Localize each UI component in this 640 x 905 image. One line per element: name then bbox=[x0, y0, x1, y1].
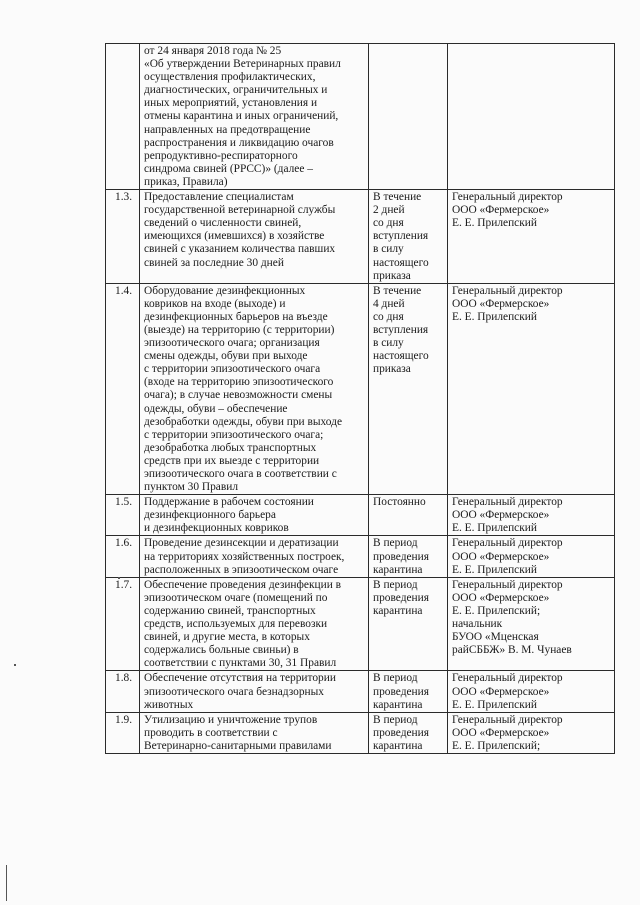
action-cell bbox=[140, 577, 369, 671]
term-cell bbox=[369, 190, 448, 284]
action-line: Ветеринарно-санитарными правилами bbox=[144, 739, 332, 752]
action-line: содержались больные свиньи) в bbox=[144, 644, 299, 657]
term-cell bbox=[369, 712, 448, 753]
action-line: пунктом 30 Правил bbox=[144, 481, 239, 494]
responsible-line: Е. Е. Прилепский bbox=[452, 563, 537, 576]
item-number: 1.4. bbox=[106, 283, 140, 495]
responsible-cell bbox=[448, 283, 615, 495]
responsible-line: ООО «Фермерское» bbox=[452, 550, 550, 563]
responsible-line: Генеральный директор bbox=[452, 284, 563, 297]
action-line: Утилизацию и уничтожение трупов bbox=[144, 713, 318, 726]
term-line: настоящего bbox=[373, 256, 429, 269]
action-line: «Об утверждении Ветеринарных правил bbox=[144, 58, 341, 71]
responsible-cell bbox=[448, 577, 615, 671]
table-row bbox=[106, 671, 615, 712]
action-line: осуществления профилактических, bbox=[144, 71, 316, 84]
action-line: одежды, обуви – обеспечение bbox=[144, 402, 288, 415]
responsible-line: Генеральный директор bbox=[452, 191, 563, 204]
responsible-cell bbox=[448, 536, 615, 577]
responsible-line: ООО «Фермерское» bbox=[452, 204, 550, 217]
action-line: и дезинфекционных ковриков bbox=[144, 522, 289, 535]
term-line: со дня bbox=[373, 310, 404, 323]
responsible-line: Е. Е. Прилепский bbox=[452, 217, 537, 230]
action-line: государственной ветеринарной службы bbox=[144, 204, 336, 217]
term-line: Постоянно bbox=[373, 496, 426, 509]
action-line: (выезде) на территорию (с территории) bbox=[144, 323, 335, 336]
action-cell bbox=[140, 536, 369, 577]
term-cell bbox=[369, 577, 448, 671]
term-line: В период bbox=[373, 578, 418, 591]
action-line: синдрома свиней (PPCC)» (далее – bbox=[144, 162, 313, 175]
term-cell bbox=[369, 536, 448, 577]
action-line: дезинфекционного барьера bbox=[144, 509, 276, 522]
action-line: эпизоотического очага в соответствии с bbox=[144, 468, 337, 480]
responsible-line: Генеральный директор bbox=[452, 672, 563, 685]
action-line: свиней за последние 30 дней bbox=[144, 256, 284, 269]
term-line: вступления bbox=[373, 323, 429, 336]
term-line: 2 дней bbox=[373, 204, 405, 217]
action-line: расположенных в эпизоотическом очаге bbox=[144, 563, 339, 576]
action-line: приказ, Правила) bbox=[144, 175, 228, 188]
action-line: Предоставление специалистам bbox=[144, 191, 294, 204]
item-number: 1.5. bbox=[106, 495, 140, 536]
term-line: настоящего bbox=[373, 350, 429, 363]
action-line: от 24 января 2018 года № 25 bbox=[144, 45, 282, 57]
scan-speck bbox=[14, 664, 16, 666]
action-line: направленных на предотвращение bbox=[144, 123, 311, 136]
action-line: эпизоотического очага; организация bbox=[144, 337, 320, 350]
term-line: приказа bbox=[373, 269, 411, 282]
table-row bbox=[106, 577, 615, 671]
table-row bbox=[106, 44, 615, 190]
responsible-line: ООО «Фермерское» bbox=[452, 726, 550, 739]
action-line: Обеспечение отсутствия на территории bbox=[144, 672, 336, 685]
action-line: дезобработка любых транспортных bbox=[144, 441, 317, 454]
scan-speck bbox=[118, 577, 120, 579]
responsible-line: ООО «Фермерское» bbox=[452, 297, 550, 310]
term-line: 4 дней bbox=[373, 297, 405, 310]
responsible-line: Е. Е. Прилепский; bbox=[452, 604, 541, 617]
item-number bbox=[106, 44, 140, 190]
responsible-cell bbox=[448, 712, 615, 753]
term-line: карантина bbox=[373, 739, 423, 752]
term-line: В период bbox=[373, 672, 418, 685]
measures-table bbox=[105, 43, 615, 754]
action-line: сведений о численности свиней, bbox=[144, 217, 302, 230]
term-cell bbox=[369, 495, 448, 536]
term-line: проведения bbox=[373, 685, 429, 698]
action-line: средств при их выезде с территории bbox=[144, 454, 320, 467]
action-line: содержанию свиней, транспортных bbox=[144, 604, 316, 617]
action-line: репродуктивно-респираторного bbox=[144, 149, 298, 162]
responsible-cell bbox=[448, 190, 615, 284]
action-line: дезинфекционных барьеров на въезде bbox=[144, 310, 328, 323]
item-number: 1.7. bbox=[106, 577, 140, 671]
responsible-line: Генеральный директор bbox=[452, 496, 563, 509]
term-line: В период bbox=[373, 713, 418, 726]
action-cell bbox=[140, 495, 369, 536]
responsible-cell bbox=[448, 671, 615, 712]
term-line: вступления bbox=[373, 230, 429, 243]
term-cell bbox=[369, 671, 448, 712]
action-line: Проведение дезинсекции и дератизации bbox=[144, 537, 339, 550]
term-line: В период bbox=[373, 537, 418, 550]
action-line: с территории эпизоотического очага; bbox=[144, 428, 324, 441]
term-line: карантина bbox=[373, 563, 423, 576]
action-cell bbox=[140, 671, 369, 712]
responsible-cell bbox=[448, 495, 615, 536]
action-line: с территории эпизоотического очага bbox=[144, 363, 321, 376]
action-line: животных bbox=[144, 698, 194, 711]
item-number: 1.8. bbox=[106, 671, 140, 712]
action-line: распространения и ликвидацию очагов bbox=[144, 136, 334, 149]
action-line: иных мероприятий, установления и bbox=[144, 97, 318, 110]
action-line: соответствии с пунктами 30, 31 Правил bbox=[144, 657, 337, 670]
responsible-line: начальник bbox=[452, 618, 503, 631]
action-line: проводить в соответствии с bbox=[144, 726, 278, 739]
measures-table-body bbox=[106, 44, 615, 754]
action-line: диагностических, ограничительных и bbox=[144, 84, 328, 97]
term-line: приказа bbox=[373, 363, 411, 376]
action-cell bbox=[140, 712, 369, 753]
action-line: смены одежды, обуви при выходе bbox=[144, 350, 308, 363]
responsible-line: Е. Е. Прилепский bbox=[452, 698, 537, 711]
responsible-line: Генеральный директор bbox=[452, 713, 563, 726]
table-row bbox=[106, 495, 615, 536]
table-row bbox=[106, 712, 615, 753]
action-line: дезобработки одежды, обуви при выходе bbox=[144, 415, 343, 428]
responsible-line: ООО «Фермерское» bbox=[452, 591, 550, 604]
item-number: 1.6. bbox=[106, 536, 140, 577]
responsible-line: Е. Е. Прилепский; bbox=[452, 739, 541, 752]
term-line: В течение bbox=[373, 284, 422, 297]
action-line: средств, используемых для перевозки bbox=[144, 618, 328, 631]
responsible-line: БУОО «Мценская bbox=[452, 631, 539, 644]
responsible-line: ООО «Фермерское» bbox=[452, 509, 550, 522]
responsible-cell bbox=[448, 44, 615, 190]
term-line: карантина bbox=[373, 604, 423, 617]
table-row bbox=[106, 536, 615, 577]
action-line: Поддержание в рабочем состоянии bbox=[144, 496, 314, 509]
term-cell bbox=[369, 44, 448, 190]
action-line: отмены карантина и иных ограничений, bbox=[144, 110, 339, 123]
action-line: свиней с указанием количества павших bbox=[144, 243, 336, 256]
action-line: Обеспечение проведения дезинфекции в bbox=[144, 578, 342, 591]
responsible-line: Генеральный директор bbox=[452, 578, 563, 591]
term-line: проведения bbox=[373, 591, 429, 604]
responsible-line: Е. Е. Прилепский bbox=[452, 310, 537, 323]
action-line: очага); в случае невозможности смены bbox=[144, 389, 333, 402]
action-line: (входе на территорию эпизоотического bbox=[144, 376, 334, 389]
table-row bbox=[106, 190, 615, 284]
table-row bbox=[106, 283, 615, 495]
action-cell bbox=[140, 190, 369, 284]
term-line: карантина bbox=[373, 698, 423, 711]
term-line: в силу bbox=[373, 243, 404, 256]
item-number: 1.3. bbox=[106, 190, 140, 284]
term-line: В течение bbox=[373, 191, 422, 204]
action-line: Оборудование дезинфекционных bbox=[144, 284, 306, 297]
responsible-line: Генеральный директор bbox=[452, 537, 563, 550]
scan-edge-mark bbox=[6, 865, 7, 901]
action-cell bbox=[140, 283, 369, 495]
term-line: со дня bbox=[373, 217, 404, 230]
action-line: ковриков на входе (выходе) и bbox=[144, 297, 286, 310]
item-number: 1.9. bbox=[106, 712, 140, 753]
action-line: эпизоотическом очаге (помещений по bbox=[144, 591, 328, 604]
term-line: в силу bbox=[373, 337, 404, 350]
term-line: проведения bbox=[373, 550, 429, 563]
action-line: эпизоотического очага безнадзорных bbox=[144, 685, 324, 698]
action-line: свиней, и другие места, в которых bbox=[144, 631, 310, 644]
term-line: проведения bbox=[373, 726, 429, 739]
responsible-line: райСББЖ» В. М. Чунаев bbox=[452, 644, 572, 657]
responsible-line: ООО «Фермерское» bbox=[452, 685, 550, 698]
action-line: имеющихся (имевшихся) в хозяйстве bbox=[144, 230, 325, 243]
responsible-line: Е. Е. Прилепский bbox=[452, 522, 537, 535]
action-line: на территориях хозяйственных построек, bbox=[144, 550, 345, 563]
term-cell bbox=[369, 283, 448, 495]
action-cell bbox=[140, 44, 369, 190]
